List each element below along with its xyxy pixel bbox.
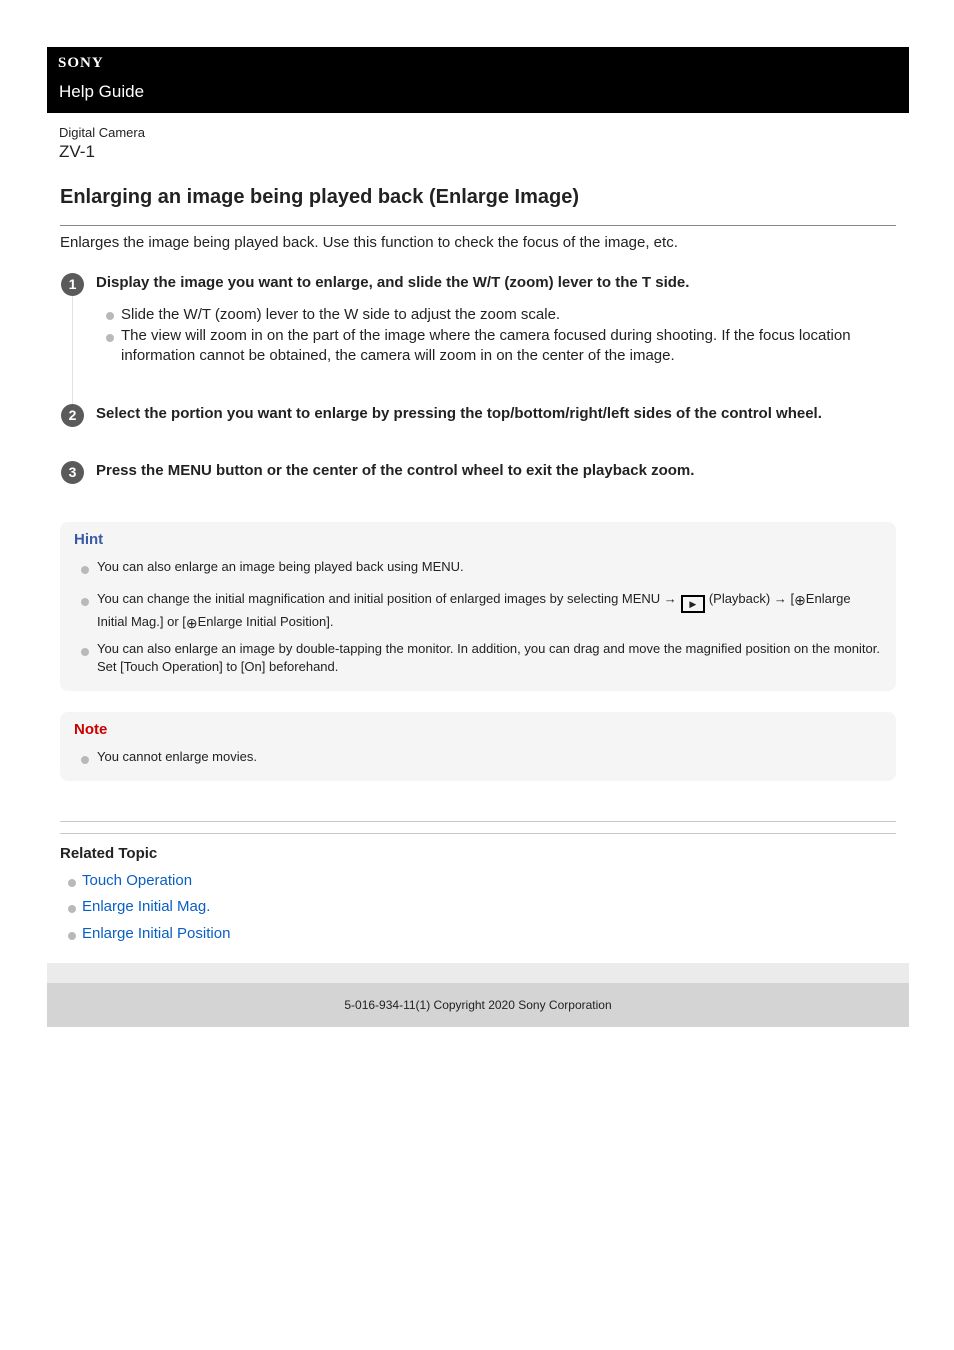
step-text: Press the MENU button or the center of the control wheel to exit the playback zoom.: [96, 462, 695, 479]
hint-title: Hint: [74, 531, 104, 548]
bullet-icon: [68, 932, 76, 940]
note-box: [60, 712, 896, 781]
note-title: Note: [74, 721, 108, 738]
bullet-icon: [106, 334, 114, 342]
step-number: 1: [61, 273, 84, 296]
bullet-icon: [68, 879, 76, 887]
copyright-text: 5-016-934-11(1) Copyright 2020 Sony Corporation: [344, 998, 612, 1012]
step-text: Display the image you want to enlarge, and slide the W/T (zoom) lever to the T side.: [96, 274, 690, 291]
hint-item: You can also enlarge an image by double-tapping the monitor. In addition, you can drag and move the magnified position on the monitor. Set [Touch Operation] to [On] beforehand.: [97, 641, 880, 674]
bullet-icon: [81, 648, 89, 656]
product-model: ZV-1: [59, 142, 95, 161]
bullet-icon: [81, 566, 89, 574]
hint-item-text: Enlarge Initial Position].: [197, 614, 334, 629]
section-divider: [60, 821, 896, 822]
bullet-icon: [81, 598, 89, 606]
site-footer: [47, 983, 909, 1027]
step-text: Select the portion you want to enlarge by pressing the top/bottom/right/left sides of the control wheel.: [96, 405, 822, 422]
bullet-icon: [68, 905, 76, 913]
related-link-enlarge-initial-position[interactable]: Enlarge Initial Position: [82, 925, 231, 942]
step-substep: The view will zoom in on the part of the image where the camera focused during shooting. If the focus location information cannot be obtained, the camera will zoom in on the center of the image.: [121, 327, 851, 364]
steps-connector: [72, 295, 73, 405]
footer-band: [47, 963, 909, 983]
sony-logo: SONY: [58, 55, 104, 71]
section-divider: [60, 833, 896, 834]
playback-icon: ▶: [681, 595, 705, 613]
magnify-plus-icon: ⊕: [185, 615, 198, 631]
page-title: Enlarging an image being played back (Enlarge Image): [60, 186, 580, 208]
hint-item-text: (Playback) → [: [708, 591, 795, 606]
hint-item-text: You can change the initial magnification and initial position of enlarged images by selecting MENU →: [97, 591, 677, 606]
site-header: [47, 47, 909, 113]
hint-item: You can also enlarge an image being played back using MENU.: [97, 559, 464, 574]
hint-item-text: Enlarge Initial Mag.] or [: [97, 591, 851, 629]
help-guide-label: Help Guide: [59, 82, 145, 101]
note-item: You cannot enlarge movies.: [97, 749, 257, 764]
step-substep: Slide the W/T (zoom) lever to the W side to adjust the zoom scale.: [121, 306, 561, 323]
related-topic-title: Related Topic: [60, 845, 158, 862]
bullet-icon: [81, 756, 89, 764]
intro-text: Enlarges the image being played back. Use this function to check the focus of the image, etc.: [60, 234, 678, 251]
related-link-enlarge-initial-mag[interactable]: Enlarge Initial Mag.: [82, 898, 211, 915]
step-number: 3: [61, 461, 84, 484]
step-number: 2: [61, 404, 84, 427]
title-divider: [60, 225, 896, 226]
related-link-touch-operation[interactable]: Touch Operation: [82, 872, 193, 889]
hint-box: [60, 522, 896, 691]
bullet-icon: [106, 312, 114, 320]
magnify-plus-icon: ⊕: [794, 592, 806, 608]
product-category: Digital Camera: [59, 125, 145, 140]
hint-item: [97, 590, 882, 632]
